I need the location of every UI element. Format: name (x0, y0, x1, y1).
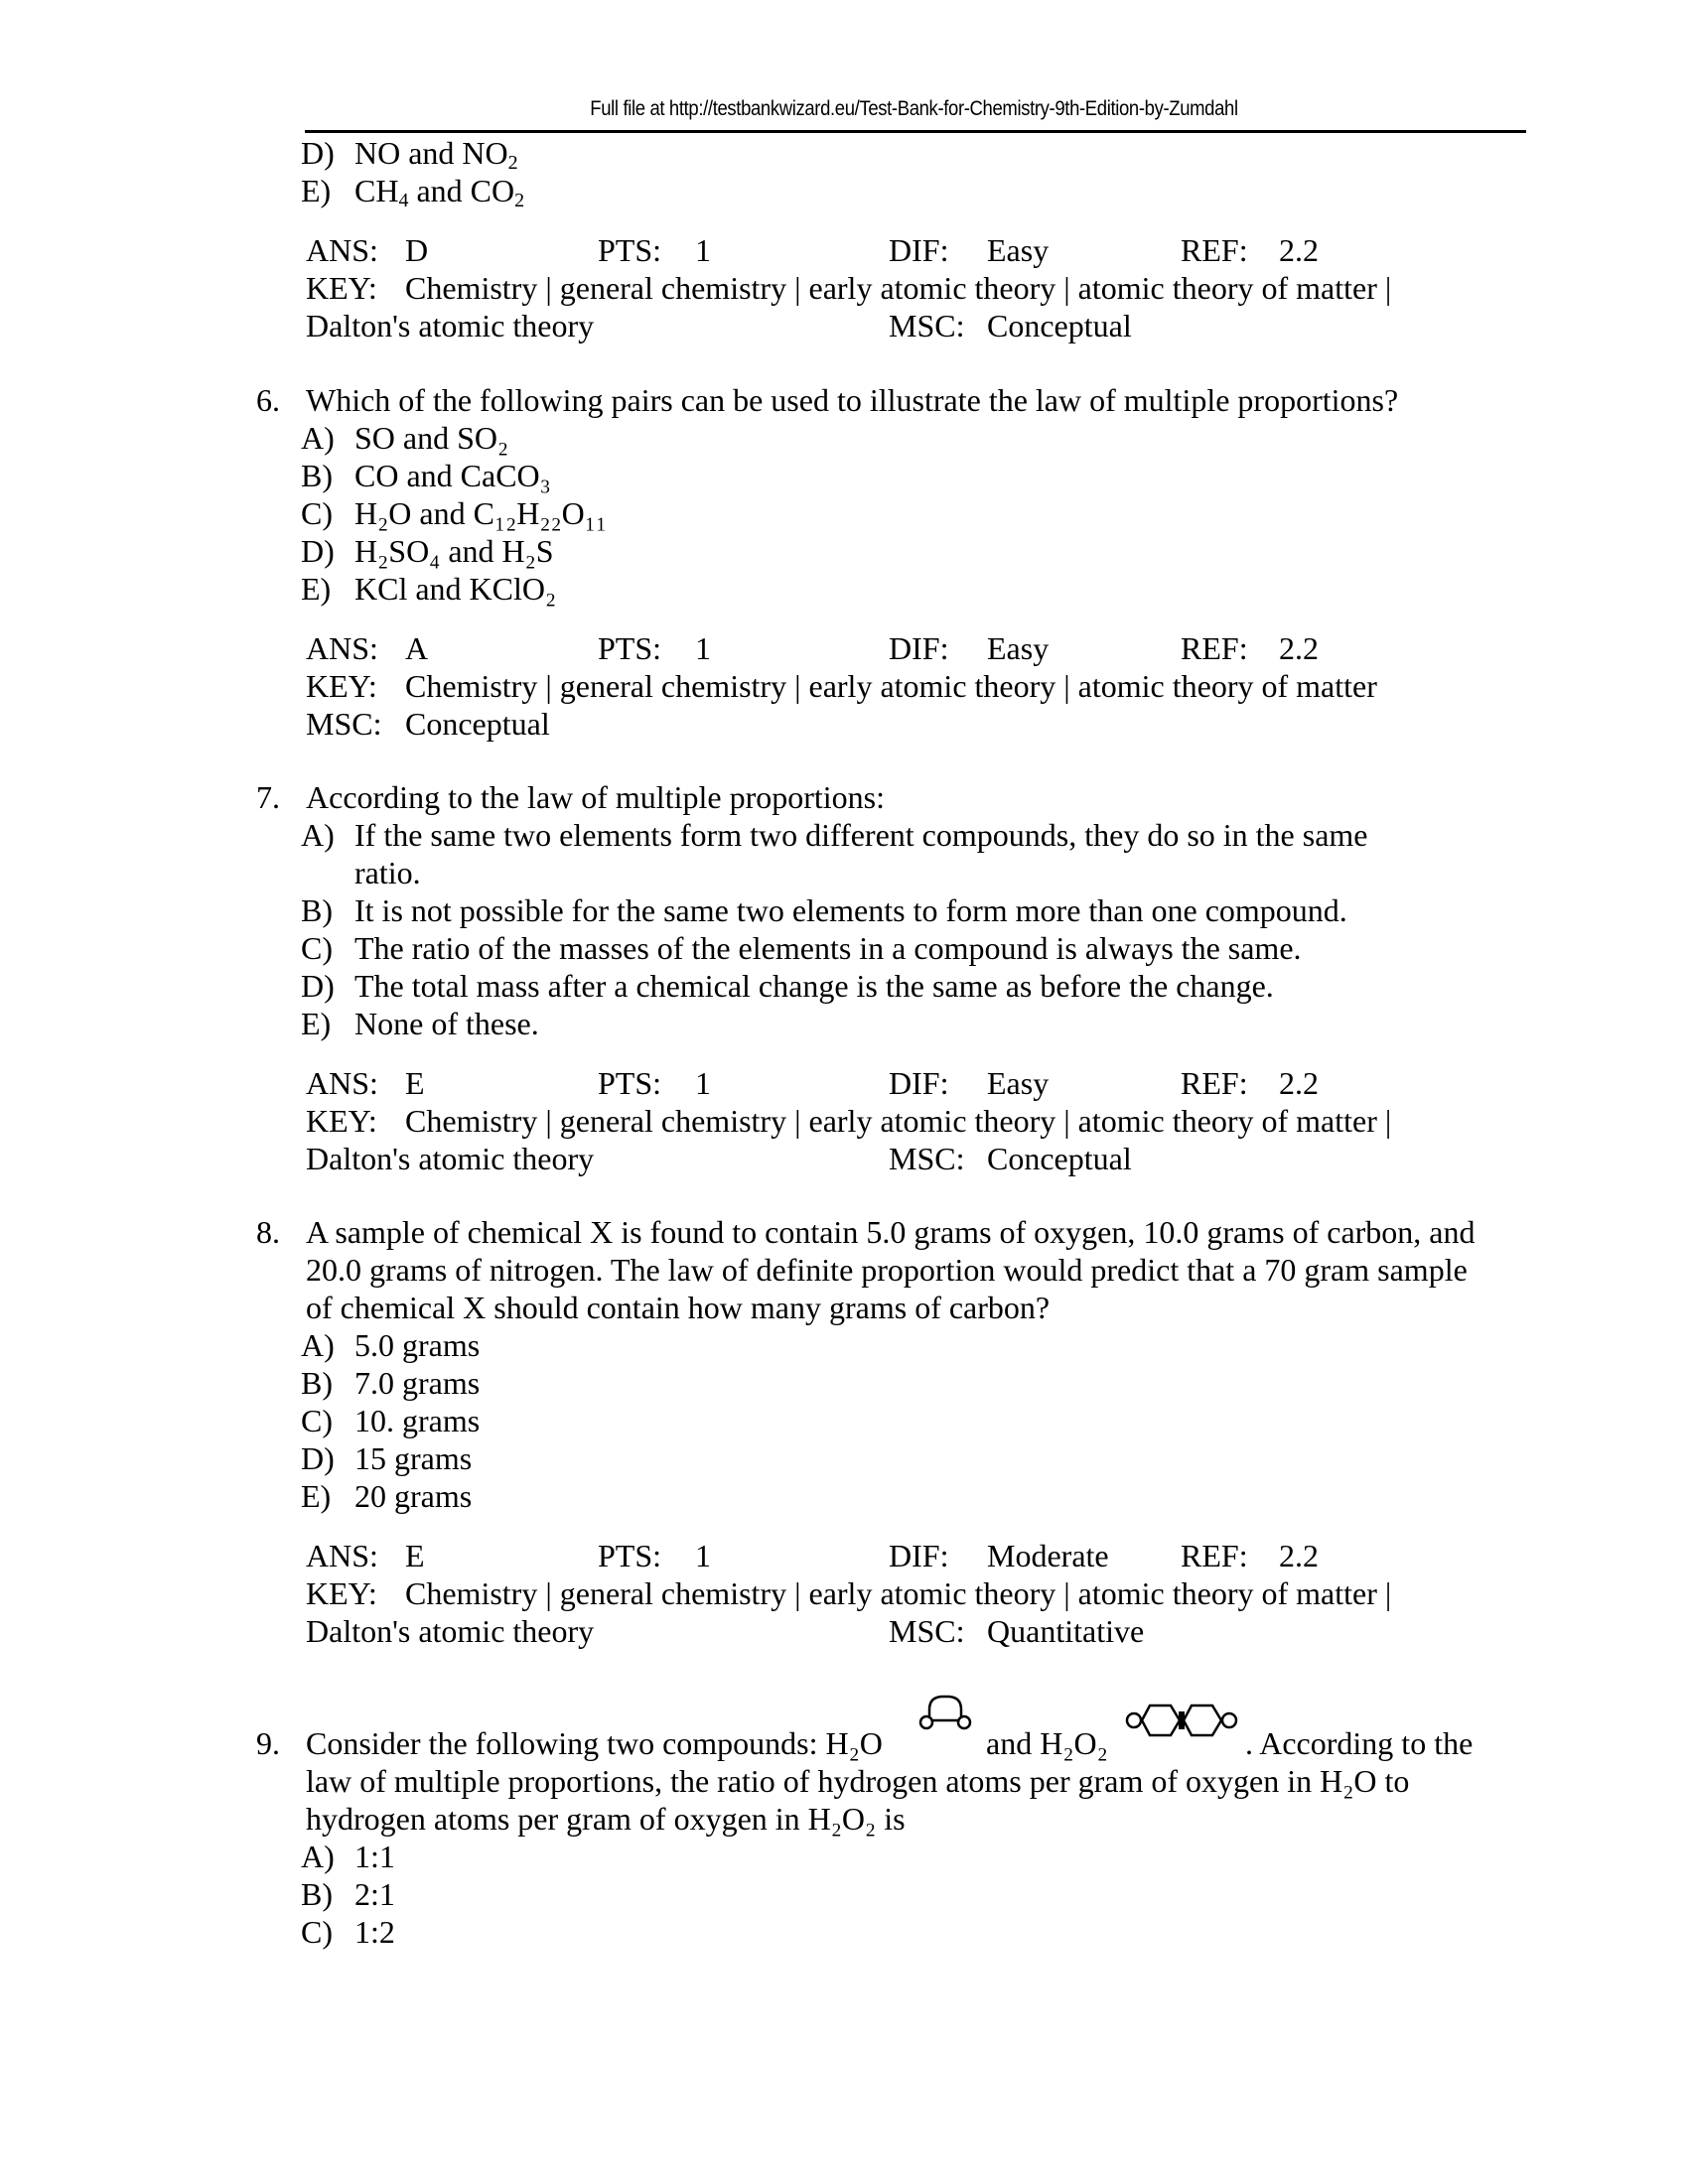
option-text: NO and $NO_2$ (354, 135, 518, 174)
msc-label: MSC: (306, 706, 382, 742)
option-letter: A) (301, 817, 335, 853)
dif-label: DIF: (889, 630, 949, 666)
dif-value: Easy (987, 232, 1050, 268)
water-molecule-icon (915, 1688, 975, 1735)
pts-value: 1 (695, 232, 711, 268)
key-label: KEY: (306, 1575, 377, 1611)
question-number: 9. (256, 1725, 280, 1761)
pts-value: 1 (695, 1538, 711, 1573)
option-text: If the same two elements form two different compounds, they do so in the same (354, 817, 1368, 853)
option-letter: C) (301, 495, 333, 531)
option-letter: D) (301, 533, 335, 569)
option-text: 2:1 (354, 1876, 395, 1912)
question-stem-cont: 20.0 grams of nitrogen. The law of definite proportion would predict that a 70 gram sample (306, 1252, 1468, 1288)
ref-label: REF: (1181, 630, 1248, 666)
key-value: Chemistry | general chemistry | early atomic theory | atomic theory of matter | (405, 1103, 1392, 1139)
option-letter: A) (301, 420, 335, 456)
dif-label: DIF: (889, 232, 949, 268)
header-source-text: Full file at http://testbankwizard.eu/Test-Bank-for-Chemistry-9th-Edition-by-Zumdahl (590, 97, 1238, 120)
option-letter: C) (301, 1914, 333, 1950)
key-value-cont: Dalton's atomic theory (306, 308, 595, 343)
key-label: KEY: (306, 668, 377, 704)
option-letter: E) (301, 1006, 332, 1041)
option-text: SO and SO₂ (354, 420, 509, 456)
ans-label: ANS: (306, 630, 378, 666)
question-number: 6. (256, 382, 280, 418)
ans-value: D (405, 232, 429, 268)
ans-value: E (405, 1065, 425, 1101)
option-letter: E) (301, 1478, 332, 1514)
pts-value: 1 (695, 630, 711, 666)
option-letter: A) (301, 1327, 335, 1363)
option-text: None of these. (354, 1006, 539, 1041)
option-letter: B) (301, 1365, 333, 1401)
question-stem-cont: . According to the (1245, 1725, 1474, 1761)
question-stem: A sample of chemical X is found to contain 5.0 grams of oxygen, 10.0 grams of carbon, and (306, 1214, 1476, 1250)
option-text: It is not possible for the same two elements to form more than one compound. (354, 892, 1347, 928)
key-label: KEY: (306, 270, 377, 306)
option-text: The total mass after a chemical change is the same as before the change. (354, 968, 1274, 1004)
ans-label: ANS: (306, 1065, 378, 1101)
option-letter: E) (301, 571, 332, 607)
option-text: $CH_4$ and $CO_2$ (354, 173, 525, 211)
ref-label: REF: (1181, 232, 1248, 268)
question-stem-cont: hydrogen atoms per gram of oxygen in H₂O₂ is (306, 1801, 906, 1837)
msc-value: Conceptual (987, 1141, 1132, 1176)
pts-value: 1 (695, 1065, 711, 1101)
question-stem-cont: of chemical X should contain how many grams of carbon? (306, 1290, 1051, 1325)
pts-label: PTS: (598, 630, 662, 666)
option-text: 7.0 grams (354, 1365, 481, 1401)
option-letter: D) (301, 1440, 335, 1476)
ans-label: ANS: (306, 1538, 378, 1573)
msc-label: MSC: (889, 308, 965, 343)
option-text: 15 grams (354, 1440, 473, 1476)
option-text: 5.0 grams (354, 1327, 481, 1363)
ref-label: REF: (1181, 1538, 1248, 1573)
question-stem: Consider the following two compounds: H₂O (306, 1725, 883, 1761)
dif-value: Easy (987, 630, 1050, 666)
option-text: H₂O and C₁₂H₂₂O₁₁ (354, 495, 608, 531)
option-text-cont: ratio. (354, 855, 421, 890)
msc-value: Conceptual (987, 308, 1132, 343)
option-text: The ratio of the masses of the elements in a compound is always the same. (354, 930, 1302, 966)
option-letter: B) (301, 892, 333, 928)
option-text: 20 grams (354, 1478, 473, 1514)
ans-value: E (405, 1538, 425, 1573)
key-value: Chemistry | general chemistry | early atomic theory | atomic theory of matter | (405, 1575, 1392, 1611)
ans-value: A (405, 630, 429, 666)
option-letter: B) (301, 1876, 333, 1912)
option-text: KCl and KClO₂ (354, 571, 557, 607)
option-text: 1:1 (354, 1839, 395, 1874)
question-stem-cont: law of multiple proportions, the ratio of hydrogen atoms per gram of oxygen in H₂O to (306, 1763, 1410, 1799)
header-rule (305, 130, 1526, 133)
ref-value: 2.2 (1279, 232, 1319, 268)
option-letter: C) (301, 1403, 333, 1438)
ref-label: REF: (1181, 1065, 1248, 1101)
hydrogen-peroxide-molecule-icon (1124, 1700, 1245, 1741)
ref-value: 2.2 (1279, 1538, 1319, 1573)
question-number: 7. (256, 779, 280, 815)
msc-label: MSC: (889, 1613, 965, 1649)
option-letter: D) (301, 135, 335, 171)
pts-label: PTS: (598, 1065, 662, 1101)
msc-label: MSC: (889, 1141, 965, 1176)
pts-label: PTS: (598, 232, 662, 268)
dif-label: DIF: (889, 1538, 949, 1573)
option-letter: A) (301, 1839, 335, 1874)
ans-label: ANS: (306, 232, 378, 268)
option-d (301, 134, 518, 174)
msc-value: Quantitative (987, 1613, 1145, 1649)
option-letter: E) (301, 173, 332, 208)
dif-label: DIF: (889, 1065, 949, 1101)
question-stem: According to the law of multiple proportions: (306, 779, 885, 815)
key-value-cont: Dalton's atomic theory (306, 1613, 595, 1649)
option-text: 10. grams (354, 1403, 481, 1438)
option-text: H₂SO₄ and H₂S (354, 533, 554, 569)
pts-label: PTS: (598, 1538, 662, 1573)
option-letter: C) (301, 930, 333, 966)
question-stem: Which of the following pairs can be used to illustrate the law of multiple proportions? (306, 382, 1399, 418)
option-text: 1:2 (354, 1914, 395, 1950)
key-value: Chemistry | general chemistry | early atomic theory | atomic theory of matter (405, 668, 1377, 704)
key-value-cont: Dalton's atomic theory (306, 1141, 595, 1176)
option-text: CO and CaCO₃ (354, 458, 551, 493)
key-label: KEY: (306, 1103, 377, 1139)
dif-value: Moderate (987, 1538, 1109, 1573)
question-number: 8. (256, 1214, 280, 1250)
option-e (301, 172, 525, 211)
option-letter: D) (301, 968, 335, 1004)
ref-value: 2.2 (1279, 1065, 1319, 1101)
question-stem-cont: and H₂O₂ (986, 1725, 1108, 1761)
ref-value: 2.2 (1279, 630, 1319, 666)
option-letter: B) (301, 458, 333, 493)
msc-value: Conceptual (405, 706, 550, 742)
dif-value: Easy (987, 1065, 1050, 1101)
key-value: Chemistry | general chemistry | early atomic theory | atomic theory of matter | (405, 270, 1392, 306)
